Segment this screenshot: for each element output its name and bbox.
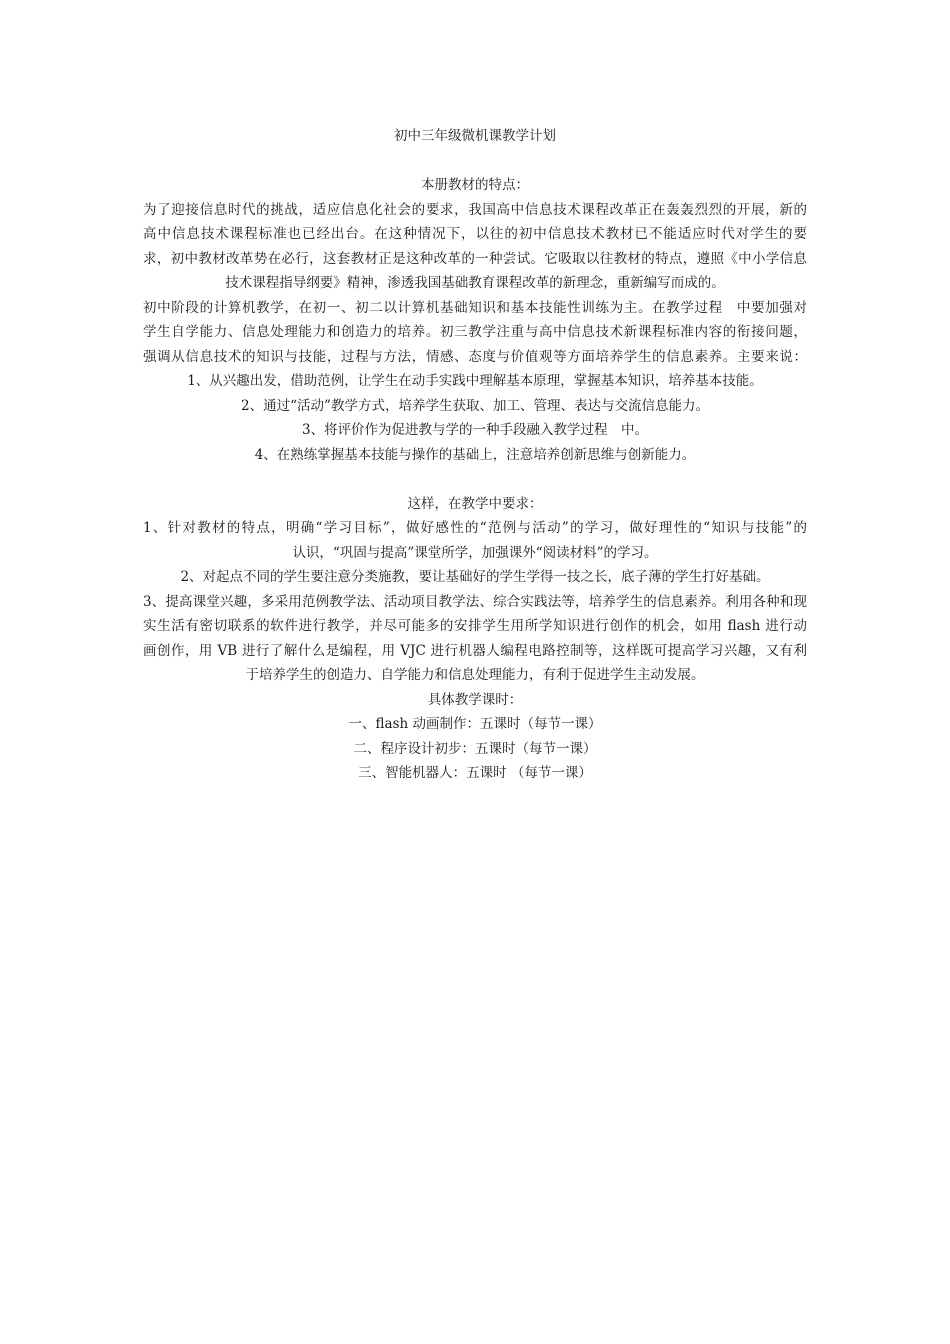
key-points-list — [143, 369, 807, 467]
key-point: 4、在熟练掌握基本技能与操作的基础上，注意培养创新思维与创新能力。 — [254, 446, 696, 463]
key-point: 1、从兴趣出发，借助范例，让学生在动手实践中理解基本原理，掌握基本知识，培养基本技能。 — [187, 373, 763, 389]
requirement-1 — [143, 516, 807, 565]
paragraph-line: 求，初中教材改革势在必行，这套教材正是这种改革的一种尝试。它吸取以往教材的特点，遵照《中小学信息 — [143, 250, 807, 267]
schedule-item: 二、程序设计初步：五课时（每节一课） — [353, 740, 597, 757]
paragraph-background — [143, 198, 807, 296]
paragraph-line: 强调从信息技术的知识与技能，过程与方法，情感、态度与价值观等方面培养学生的信息素养。主要来说： — [143, 348, 807, 365]
document-title: 初中三年级微机课教学计划 — [394, 128, 556, 144]
requirement-line: 认识，“巩固与提高”课堂所学，加强课外“阅读材料”的学习。 — [292, 544, 658, 561]
schedule-list — [143, 712, 807, 786]
paragraph-line: 学生自学能力、信息处理能力和创造力的培养。初三教学注重与高中信息技术新课程标准内容的衔接问题， — [143, 324, 807, 340]
paragraph-line: 初中阶段的计算机教学，在初一、初二以计算机基础知识和基本技能性训练为主。在教学过程 中要加强对 — [143, 299, 807, 316]
spacer — [143, 149, 807, 174]
requirement-line: 画创作，用 VB 进行了解什么是编程，用 VJC 进行机器人编程电路控制等，这样既可提高学习兴趣，又有利 — [143, 642, 807, 659]
paragraph-teaching-focus — [143, 296, 807, 370]
document-body — [143, 124, 807, 786]
schedule-item: 一、flash 动画制作：五课时（每节一课） — [348, 716, 602, 732]
key-point: 3、将评价作为促进教与学的一种手段融入教学过程 中。 — [301, 422, 649, 438]
requirement-3 — [143, 590, 807, 688]
requirement-line: 1、针对教材的特点，明确“学习目标”，做好感性的“范例与活动”的学习，做好理性的“知识与技能”的 — [143, 520, 807, 536]
requirement-2: 2、对起点不同的学生要注意分类施教，要让基础好的学生学得一技之长，底子薄的学生打好基础。 — [180, 569, 770, 585]
paragraph-line: 为了迎接信息时代的挑战，适应信息化社会的要求，我国高中信息技术课程改革正在轰轰烈烈的开展，新的 — [143, 201, 807, 218]
section-heading-schedule: 具体教学课时： — [427, 691, 523, 708]
schedule-item: 三、智能机器人：五课时 （每节一课） — [358, 765, 592, 781]
requirement-line: 于培养学生的创造力、自学能力和信息处理能力，有利于促进学生主动发展。 — [245, 667, 705, 683]
key-point: 2、通过“活动”教学方式，培养学生获取、加工、管理、表达与交流信息能力。 — [241, 397, 709, 414]
paragraph-line: 技术课程指导纲要》精神，渗透我国基础教育课程改革的新理念，重新编写而成的。 — [225, 275, 725, 291]
requirement-line: 实生活有密切联系的软件进行教学，并尽可能多的安排学生用所学知识进行创作的机会，如用 flash 进行动 — [143, 618, 807, 634]
section-heading-textbook-features: 本册教材的特点： — [421, 177, 529, 193]
spacer — [143, 467, 807, 492]
paragraph-line: 高中信息技术课程标准也已经出台。在这种情况下，以往的初中信息技术教材已不能适应时代对学生的要 — [143, 226, 807, 242]
section-heading-requirements: 这样，在教学中要求： — [407, 495, 543, 512]
requirement-line: 3、提高课堂兴趣，多采用范例教学法、活动项目教学法、综合实践法等，培养学生的信息素养。利用各种和现 — [143, 593, 807, 610]
